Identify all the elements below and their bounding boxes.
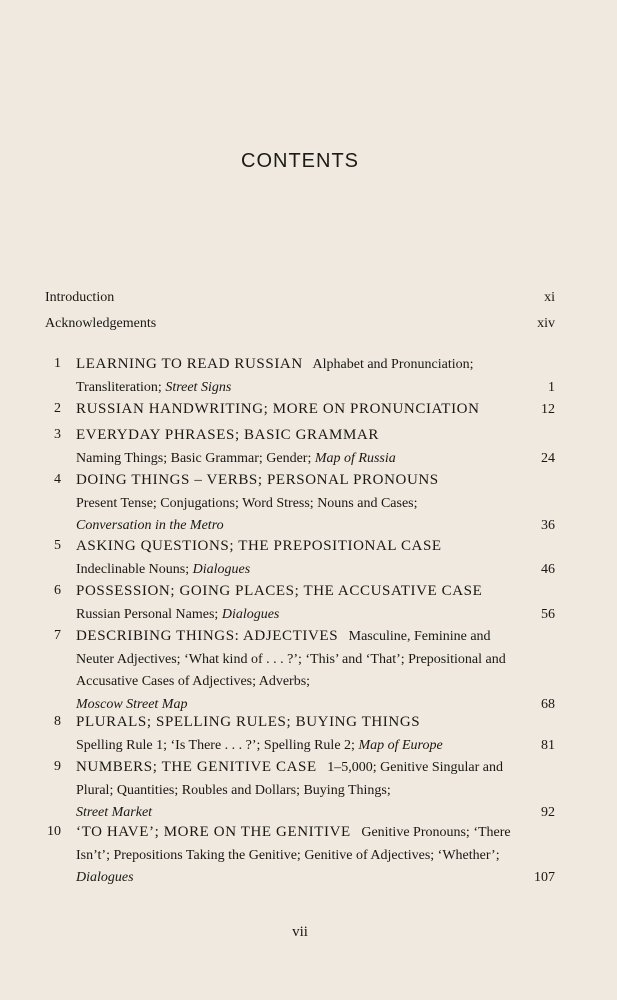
chapter-feature: Street Market bbox=[76, 805, 153, 820]
chapter-page: 107 bbox=[534, 870, 555, 885]
chapter-subjects: Russian Personal Names; bbox=[76, 606, 219, 622]
chapter-page: 12 bbox=[541, 402, 555, 417]
chapter-subjects: Present Tense; Conjugations; Word Stress; Nouns and Cases; bbox=[76, 495, 418, 511]
chapter-number: 7 bbox=[54, 628, 61, 643]
chapter-heading: ASKING QUESTIONS; THE PREPOSITIONAL CASE bbox=[76, 538, 442, 554]
chapter-feature: Map of Russia bbox=[314, 450, 396, 466]
chapter-page: 24 bbox=[541, 450, 555, 466]
chapter-feature: Moscow Street Map bbox=[76, 696, 188, 712]
chapter-heading: DOING THINGS – VERBS; PERSONAL PRONOUNS bbox=[76, 472, 439, 488]
chapter-page: 81 bbox=[541, 737, 555, 753]
chapter-number: 3 bbox=[54, 427, 61, 442]
toc-entry bbox=[45, 711, 555, 757]
chapter-number: 5 bbox=[54, 538, 61, 553]
chapter-number: 9 bbox=[54, 759, 61, 774]
toc-entry bbox=[45, 625, 555, 716]
chapter-number: 1 bbox=[54, 356, 61, 371]
chapter-number: 4 bbox=[54, 472, 61, 487]
chapter-subjects: 1–5,000; Genitive Singular and Plural; Quantities; Roubles and Dollars; Buying Things; bbox=[76, 760, 504, 798]
chapter-page: 68 bbox=[541, 696, 555, 712]
chapter-page: 92 bbox=[541, 805, 555, 820]
entry-label: Introduction bbox=[45, 290, 115, 305]
toc-entry bbox=[45, 353, 555, 399]
chapter-number: 8 bbox=[54, 714, 61, 729]
chapter-number: 6 bbox=[54, 583, 61, 598]
chapter-feature: Dialogues bbox=[76, 870, 134, 885]
chapter-feature: Conversation in the Metro bbox=[76, 518, 224, 533]
chapter-heading: RUSSIAN HANDWRITING; MORE ON PRONUNCIATION bbox=[76, 401, 480, 417]
chapter-subjects: Spelling Rule 1; ‘Is There . . . ?’; Spelling Rule 2; bbox=[76, 737, 355, 753]
chapter-feature: Map of Europe bbox=[358, 737, 443, 753]
entry-label: Acknowledgements bbox=[45, 316, 157, 331]
chapter-heading: PLURALS; SPELLING RULES; BUYING THINGS bbox=[76, 714, 421, 730]
front-matter-entry bbox=[45, 316, 555, 332]
chapter-subjects: Masculine, Feminine and Neuter Adjectives; ‘What kind of . . . ?’; ‘This’ and ‘That’; Prepositional and Accusative Cases of Adjectives; Adverbs; bbox=[76, 629, 506, 689]
chapter-subjects: Genitive Pronouns; ‘There Isn’t’; Prepositions Taking the Genitive; Genitive of Adjectives; ‘Whether’; bbox=[76, 825, 511, 863]
page-title: CONTENTS bbox=[241, 150, 359, 172]
chapter-heading: ‘TO HAVE’; MORE ON THE GENITIVE bbox=[76, 824, 351, 840]
chapter-subjects: Indeclinable Nouns; bbox=[76, 561, 190, 577]
entry-page: xi bbox=[544, 290, 555, 305]
chapter-feature: Dialogues bbox=[192, 561, 251, 577]
toc-entry bbox=[45, 535, 555, 581]
chapter-feature: Street Signs bbox=[165, 379, 232, 395]
page-number: vii bbox=[292, 924, 308, 940]
chapter-page: 56 bbox=[541, 606, 555, 622]
chapter-number: 2 bbox=[54, 401, 61, 416]
chapter-heading: LEARNING TO READ RUSSIAN bbox=[76, 356, 303, 372]
toc-entry bbox=[45, 756, 555, 825]
toc-entry bbox=[45, 398, 555, 422]
toc-entry bbox=[45, 424, 555, 470]
chapter-heading: DESCRIBING THINGS: ADJECTIVES bbox=[76, 628, 339, 644]
chapter-page: 46 bbox=[541, 561, 555, 577]
toc-entry bbox=[45, 469, 555, 538]
toc-entry bbox=[45, 580, 555, 626]
chapter-feature: Dialogues bbox=[221, 606, 280, 622]
chapter-heading: EVERYDAY PHRASES; BASIC GRAMMAR bbox=[76, 427, 379, 443]
chapter-page: 1 bbox=[548, 379, 555, 395]
chapter-number: 10 bbox=[47, 824, 61, 839]
entry-page: xiv bbox=[537, 316, 555, 331]
chapter-subjects: Naming Things; Basic Grammar; Gender; bbox=[76, 450, 312, 466]
chapter-heading: POSSESSION; GOING PLACES; THE ACCUSATIVE CASE bbox=[76, 583, 483, 599]
chapter-page: 36 bbox=[541, 518, 555, 533]
toc-entry bbox=[45, 821, 555, 890]
chapter-subjects: Alphabet and Pronunciation; Transliteration; bbox=[76, 357, 474, 395]
front-matter-entry bbox=[45, 290, 555, 306]
chapter-heading: NUMBERS; THE GENITIVE CASE bbox=[76, 759, 317, 775]
